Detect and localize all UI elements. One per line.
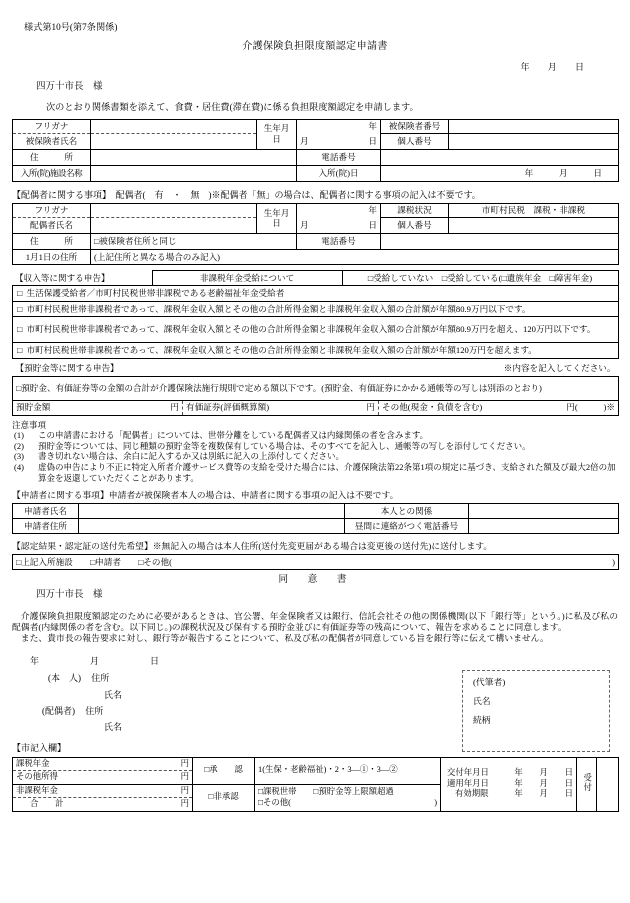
income-checkbox-0[interactable] <box>13 285 619 301</box>
insured-address-label: 住 所 <box>13 149 91 165</box>
savings-securities-label: 有価証券(評価概算額) <box>186 402 270 413</box>
consent-date-blank: 年 月 日 <box>30 656 166 667</box>
note-item <box>12 451 618 462</box>
spouse-personal-number-input[interactable] <box>449 217 619 233</box>
insured-phone-input[interactable] <box>381 149 619 165</box>
deny-reasons-cell[interactable] <box>255 784 441 811</box>
proxy-writer-box <box>462 670 610 752</box>
savings-securities-unit: 円 <box>366 402 375 413</box>
facility-name-input[interactable] <box>91 165 297 181</box>
note-item <box>12 462 618 483</box>
spouse-name-label: 氏名 <box>104 722 123 733</box>
issue-date-row <box>447 768 573 779</box>
city-nontaxable-pension-unit: 円 <box>180 785 189 795</box>
spouse-birth-month: 月 <box>300 219 309 230</box>
spouse-name-label: 配偶者氏名 <box>13 217 91 233</box>
delivery-section-heading: 【認定結果・認定証の送付先希望】※無記入の場合は本人住所(送付先変更届がある場合は変更後の送付先)に送付します。 <box>12 541 493 552</box>
consent-paragraph-2: また、貴市長の報告要求に対し、銀行等が報告することについて、私及び私の配偶者が同意している旨を銀行等に伝えて構いません。 <box>20 633 549 644</box>
signature-section <box>12 656 618 733</box>
applicant-relation-label: 本人との関係 <box>345 504 469 519</box>
applicant-address-input[interactable] <box>79 519 345 534</box>
insured-furigana-label: フリガナ <box>13 119 91 133</box>
personal-number-input[interactable] <box>449 133 619 149</box>
page-title: 介護保険負担限度額認定申請書 <box>242 40 388 52</box>
checkbox-glyph: □ <box>17 287 23 298</box>
insured-furigana-input[interactable] <box>91 119 257 133</box>
spouse-address-label: 住 所 <box>13 233 91 249</box>
note-text: 虚偽の申告により不正に特定入所者介護サービス費等の支給を受けた場合には、介護保険法第22条第1項の規定に基づき、支給された額及び最大2倍の加算金を返還していただくことがあります。 <box>38 462 616 483</box>
spouse-section-heading: 【配偶者に関する事項】 配偶者( 有 ・ 無 )※配偶者「無」の場合は、配偶者に関する事項の記入は不要です。 <box>12 189 481 200</box>
spouse-tax-status-label: 課税状況 <box>381 203 449 217</box>
deny-reasons-line-2 <box>258 798 437 809</box>
savings-other-label: その他(現金・負債を含む) <box>382 402 483 413</box>
city-taxable-pension-unit: 円 <box>180 758 189 768</box>
savings-section-note: ※内容を記入してください。 <box>503 363 616 374</box>
expiry-date-value: 年 月 日 <box>514 789 573 799</box>
consent-body <box>12 611 618 644</box>
income-checkbox-2[interactable] <box>13 317 619 343</box>
city-nontaxable-pension-label: 非課税年金 <box>16 785 58 795</box>
deny-other-close: ) <box>434 797 437 807</box>
expiry-date-label: 有効期限 <box>455 789 489 799</box>
note-number: (3) <box>14 451 24 462</box>
applicant-name-label: 申請者氏名 <box>13 504 79 519</box>
apply-date-row <box>447 779 573 790</box>
self-label: (本 人) <box>48 673 81 684</box>
insured-number-label: 被保険者番号 <box>381 119 449 133</box>
note-text: この申請書における「配偶者」については、世帯分離をしている配偶者又は内縁関係の者を含みます。 <box>38 430 429 441</box>
spouse-jan1-address-input[interactable]: (上記住所と異なる場合のみ記入) <box>91 249 619 264</box>
self-address-label: 住所 <box>91 673 110 684</box>
savings-deposit-field[interactable] <box>13 400 183 415</box>
submission-date-blank: 年 月 日 <box>520 62 592 72</box>
income-checkbox-2-label: 市町村民税世帯非課税者であって、課税年金収入額とその他の合計所得金額と非課税年金収入額の合計額が年額80.9万円を超え、120万円以下です。 <box>26 324 596 335</box>
savings-securities-field[interactable] <box>183 400 379 415</box>
notes-heading: 注意事項 <box>12 419 47 430</box>
city-total-label: 合 計 <box>30 799 64 809</box>
checkbox-glyph: □ <box>17 345 23 356</box>
insured-name-label: 被保険者氏名 <box>13 133 91 149</box>
consent-title: 同 意 書 <box>278 574 352 586</box>
insured-birth-label: 生年月日 <box>257 119 297 149</box>
checkbox-glyph: □ <box>17 324 23 335</box>
city-other-income-row[interactable] <box>13 771 193 785</box>
checkbox-glyph: □ <box>17 303 23 314</box>
savings-section-heading: 【預貯金等に関する申告】 <box>15 363 119 374</box>
insured-birth-month-day[interactable] <box>297 133 381 149</box>
delivery-options: □上記入所施設 □申請者 □その他( <box>16 556 172 567</box>
facility-name-label: 入所(院)施設名称 <box>13 165 91 181</box>
note-number: (1) <box>14 430 24 441</box>
spouse-jan1-address-label: 1月1日の住所 <box>13 249 91 264</box>
income-section-table <box>12 270 618 359</box>
proxy-relation-label[interactable]: 続柄 <box>473 715 491 726</box>
spouse-name-input[interactable] <box>91 217 257 233</box>
approve-checkbox[interactable]: □承 認 <box>193 757 255 784</box>
income-checkbox-0-label: 生活保護受給者／市町村民税世帯非課税である老齢福祉年金受給者 <box>26 287 285 298</box>
self-name-label: 氏名 <box>104 689 123 700</box>
apply-date-value: 年 月 日 <box>514 778 573 788</box>
savings-other-unit: 円( )※ <box>566 402 615 413</box>
city-taxable-pension-label: 課税年金 <box>16 758 50 768</box>
note-number: (2) <box>14 440 24 451</box>
applicant-name-input[interactable] <box>79 504 345 519</box>
insured-person-table <box>12 119 618 182</box>
spouse-phone-input[interactable] <box>381 233 619 249</box>
stage-classification[interactable]: 1(生保・老齢福祉)・2・3—①・3—② <box>255 757 441 784</box>
applicant-address-label: 申請者住所 <box>13 519 79 534</box>
income-checkbox-3-label: 市町村民税世帯非課税者であって、課税年金収入額とその他の合計所得金額と非課税年金収入額の合計額が年額120万円を超えます。 <box>26 345 537 356</box>
deny-checkbox[interactable]: □非承認 <box>193 784 255 811</box>
note-item <box>12 430 618 441</box>
consent-paragraph-1: 介護保険負担限度額認定のために必要があるときは、官公署、年金保険者又は銀行、信託会社その他の関係機関(以下「銀行等」という。)に私及び私の配偶者(内縁関係の者を含む。以下同じ。)の課税状況及び保有する預貯金並びに有価証券等の残高について、報告を求めることに同意します。 <box>12 611 618 633</box>
city-nontaxable-pension-row[interactable] <box>13 784 193 798</box>
insured-birth-day: 日 <box>368 135 377 146</box>
notes-section <box>12 420 618 484</box>
delivery-options-row[interactable] <box>13 555 619 570</box>
note-item <box>12 441 618 452</box>
admission-date-label: 入所(院)日 <box>297 165 381 181</box>
insured-phone-label: 電話番号 <box>297 149 381 165</box>
admission-date-input[interactable]: 年 月 日 <box>381 165 619 181</box>
proxy-title: (代筆者) <box>473 677 506 688</box>
spouse-birth-month-day[interactable] <box>297 217 381 233</box>
income-section-heading: 【収入等に関する申告】 <box>12 270 152 285</box>
income-checkbox-3[interactable] <box>13 343 619 359</box>
savings-deposit-unit: 円 <box>170 402 179 413</box>
city-other-income-unit: 円 <box>180 772 189 782</box>
spouse-personal-number-label: 個人番号 <box>381 217 449 233</box>
savings-statement-checkbox[interactable]: □預貯金、有価証券等の金額の合計が介護保険法施行規則で定める額以下です。(預貯金、有価証券にかかる通帳等の写しは別添のとおり) <box>13 376 619 400</box>
city-taxable-pension-row[interactable] <box>13 757 193 771</box>
insured-birth-month: 月 <box>300 135 309 146</box>
spouse-sig-label: (配偶者) <box>42 705 75 716</box>
city-other-income-label: その他所得 <box>16 772 58 782</box>
income-checkbox-1-label: 市町村民税世帯非課税者であって、課税年金収入額とその他の合計所得金額と非課税年金収入額の合計額が年額80.9万円以下です。 <box>26 303 531 314</box>
spouse-birth-year[interactable]: 年 <box>297 203 381 217</box>
form-number: 様式第10号(第7条関係) <box>24 22 118 32</box>
pension-options[interactable]: □受給していない □受給している(□遺族年金 □障害年金) <box>342 270 618 285</box>
city-total-row[interactable] <box>13 798 193 812</box>
spouse-furigana-label: フリガナ <box>13 203 91 217</box>
spouse-birth-label: 生年月日 <box>257 203 297 233</box>
savings-other-field[interactable] <box>379 400 619 415</box>
spouse-table <box>12 203 618 265</box>
deny-other-label: □その他( <box>258 797 291 807</box>
proxy-name-label[interactable]: 氏名 <box>473 696 491 707</box>
savings-heading-row <box>13 362 619 376</box>
savings-section <box>12 362 618 416</box>
city-total-unit: 円 <box>180 799 189 809</box>
spouse-address-label: 住所 <box>85 705 104 716</box>
applicant-table <box>12 503 618 534</box>
city-section-heading: 【市記入欄】 <box>12 743 67 754</box>
spouse-tax-status-value[interactable]: 市町村民税 課税・非課税 <box>449 203 619 217</box>
insured-name-input[interactable] <box>91 133 257 149</box>
spouse-phone-label: 電話番号 <box>297 233 381 249</box>
city-dates-cell[interactable] <box>441 757 577 811</box>
income-checkbox-1[interactable] <box>13 301 619 317</box>
issue-date-label: 交付年月日 <box>447 768 489 778</box>
note-number: (4) <box>14 462 24 473</box>
delivery-options-table <box>12 554 618 570</box>
insured-birth-year[interactable]: 年 <box>297 119 381 133</box>
applicant-daytime-phone-input[interactable] <box>469 519 619 534</box>
consent-addressee: 四万十市長 様 <box>36 590 103 601</box>
lead-sentence: 次のとおり関係書類を添えて、食費・居住費(滞在費)に係る負担限度額認定を申請します。 <box>46 102 419 113</box>
applicant-section-heading: 【申請者に関する事項】申請者が被保険者本人の場合は、申請者に関する事項の記入は不要です。 <box>12 490 399 501</box>
insured-number-input[interactable] <box>449 119 619 133</box>
savings-deposit-label: 預貯金額 <box>16 402 51 413</box>
deny-reasons-line-1: □課税世帯 □預貯金等上限額超過 <box>258 787 394 797</box>
delivery-other-close: ) <box>612 556 615 567</box>
apply-date-label: 適用年月日 <box>447 778 489 788</box>
spouse-furigana-input[interactable] <box>91 203 257 217</box>
spouse-birth-day: 日 <box>368 219 377 230</box>
spouse-address-same-checkbox[interactable]: □被保険者住所と同じ <box>91 233 297 249</box>
city-entry-table <box>12 757 618 812</box>
issue-date-value: 年 月 日 <box>514 768 573 778</box>
receipt-stamp-label <box>577 757 597 811</box>
receipt-stamp-area[interactable] <box>597 757 619 811</box>
insured-address-input[interactable] <box>91 149 297 165</box>
applicant-relation-input[interactable] <box>469 504 619 519</box>
personal-number-label: 個人番号 <box>381 133 449 149</box>
addressee: 四万十市長 様 <box>36 82 103 93</box>
applicant-daytime-phone-label: 昼間に連絡がつく電話番号 <box>345 519 469 534</box>
expiry-date-row <box>447 789 573 800</box>
pension-header: 非課税年金受給について <box>152 270 342 285</box>
receipt-label-text: 受付 <box>582 772 592 792</box>
note-text: 預貯金等については、同じ種類の預貯金等を複数保有している場合は、そのすべてを記入し、通帳等の写しを添付してください。 <box>38 440 531 451</box>
note-text: 書き切れない場合は、余白に記入するか又は別紙に記入の上添付してください。 <box>38 451 345 462</box>
